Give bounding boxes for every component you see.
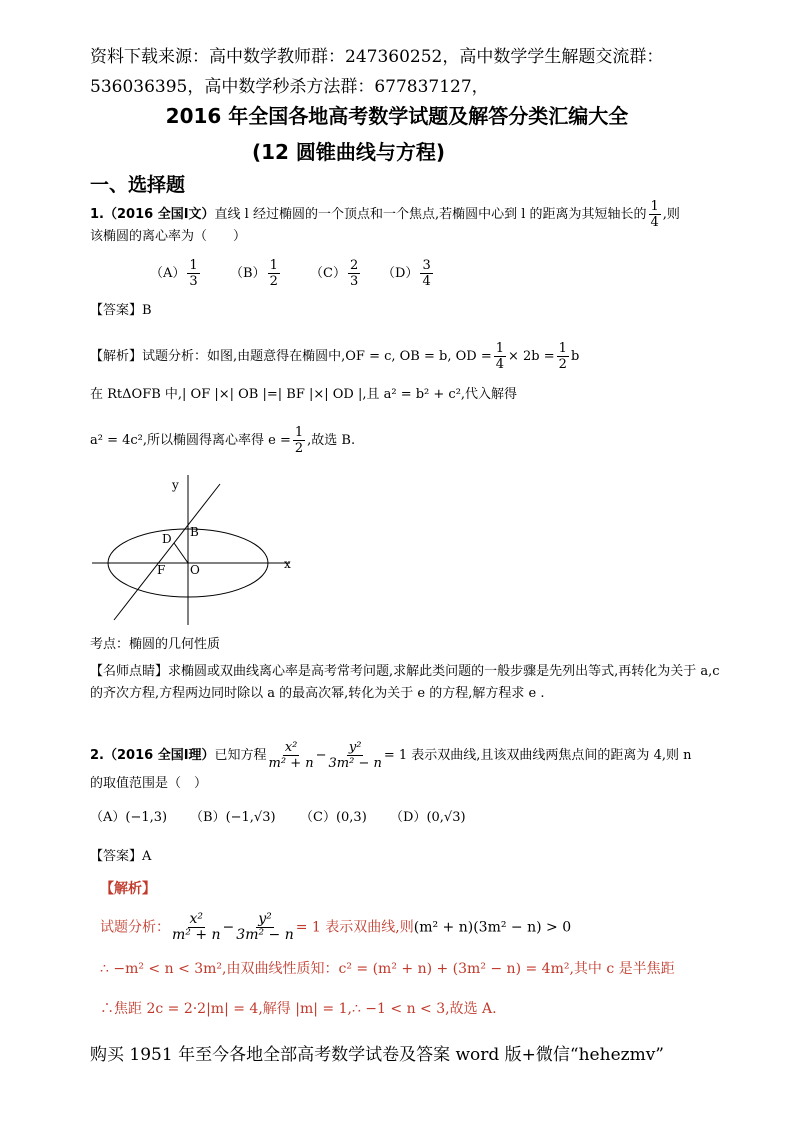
point-b-label: B: [190, 525, 199, 539]
frac-den: 2: [558, 357, 567, 372]
option-value: (0,√3): [426, 810, 466, 825]
point-o-label: O: [190, 563, 200, 577]
minus-sign: −: [222, 919, 235, 936]
option-fraction: [187, 258, 199, 289]
frac-num: 1: [495, 341, 504, 356]
analysis-text: 【解析】试题分析：如图,由题意得在椭圆中,: [90, 349, 346, 364]
option-value: (−1,√3): [225, 810, 276, 825]
q2-option-b: [190, 806, 276, 825]
q2-option-c: [300, 806, 367, 825]
frac-den: 3: [189, 274, 198, 289]
ellipse-figure: [90, 470, 320, 630]
option-label: （D）: [390, 810, 427, 825]
q2-option-d: [390, 806, 466, 825]
purchase-footer: 购买 1951 年至今各地全部高考数学试卷及答案 word 版+微信“hehezmv”: [90, 1045, 664, 1065]
segment-od: [174, 543, 188, 563]
q1-stem-tail: ,则: [662, 207, 680, 222]
fraction-one-half: [293, 425, 305, 456]
frac-num: 1: [269, 258, 278, 273]
q2-stem-text: 已知方程: [214, 748, 267, 763]
q1-stem-text: 直线 l 经过椭圆的一个顶点和一个焦点,若椭圆中心到 l 的距离为其短轴长的: [214, 207, 647, 222]
point-f-label: F: [157, 563, 166, 577]
option-label: （A）: [150, 266, 186, 281]
q2-answer: 【答案】A: [90, 849, 152, 864]
q1-analysis-line3: [90, 425, 355, 456]
point-d-label: D: [162, 532, 172, 546]
frac-num: x²: [189, 911, 204, 927]
fraction-y: [329, 740, 382, 771]
option-fraction: [268, 258, 280, 289]
option-label: （D）: [382, 266, 419, 281]
frac-num: 1: [294, 425, 304, 440]
q1-frac-num: 1: [650, 199, 659, 214]
fraction-x: [172, 912, 221, 943]
frac-den: 3m² − n: [328, 756, 382, 771]
q1-option-a: [150, 258, 202, 289]
option-fraction: [348, 258, 360, 289]
q1-analysis-line2: 在 RtΔOFB 中,| OF |×| OB |=| BF |×| OD |,且 a² = b² + c²,代入解得: [90, 387, 518, 402]
q2-option-a: [90, 806, 167, 825]
frac-den: 3: [349, 274, 359, 289]
frac-num: x²: [284, 740, 298, 755]
q2-stem: [90, 740, 691, 771]
analysis-math: b: [570, 349, 580, 364]
frac-den: 4: [495, 357, 504, 372]
q1-kaodian: 考点：椭圆的几何性质: [90, 637, 221, 652]
option-label: （B）: [190, 810, 226, 825]
x-axis-label: x: [284, 557, 291, 571]
frac-num: 3: [422, 258, 431, 273]
fraction-one-half: [557, 341, 569, 372]
option-label: （B）: [230, 266, 266, 281]
analysis-text: = 1 表示双曲线,则: [295, 919, 414, 936]
q2-analysis-line2: ∴ −m² < n < 3m²,由双曲线性质知：c² = (m² + n) + (3m² − n) = 4m²,其中 c 是半焦距: [100, 961, 675, 977]
frac-den: 2: [269, 274, 278, 289]
frac-num: y²: [348, 740, 362, 755]
q1-answer: 【答案】B: [90, 303, 152, 318]
frac-num: 1: [558, 341, 567, 356]
fraction-y: [236, 912, 293, 943]
q2-source: （2016 全国Ⅰ理）: [103, 748, 215, 763]
option-value: (0,3): [335, 810, 367, 825]
page-title: 2016 年全国各地高考数学试题及解答分类汇编大全: [165, 104, 629, 128]
analysis-math: OF = c, OB = b, OD =: [345, 349, 492, 364]
frac-den: 3m² − n: [236, 927, 294, 943]
analysis-math: a² = 4c²,所以椭圆得离心率得 e =: [90, 433, 291, 448]
analysis-math: × 2b =: [508, 349, 555, 364]
q1-analysis-line1: [90, 341, 579, 372]
option-label: （C）: [300, 810, 336, 825]
frac-den: m² + n: [172, 927, 221, 943]
fraction-x: [269, 740, 314, 771]
option-label: （A）: [90, 810, 126, 825]
line-l: [114, 484, 220, 620]
section-heading: 一、选择题: [90, 174, 186, 196]
frac-den: 4: [422, 274, 431, 289]
analysis-math: (m² + n)(3m² − n) > 0: [413, 919, 572, 936]
q1-option-c: [310, 258, 362, 289]
frac-den: m² + n: [268, 756, 314, 771]
q2-stem-tail: = 1 表示双曲线,且该双曲线两焦点间的距离为 4,则 n: [383, 748, 692, 763]
frac-num: 2: [349, 258, 359, 273]
q2-analysis-line3: ∴焦距 2c = 2·2|m| = 4,解得 |m| = 1,∴ −1 < n < 3,故选 A.: [100, 1001, 497, 1017]
frac-num: 1: [189, 258, 198, 273]
option-label: （C）: [310, 266, 346, 281]
analysis-text: ,故选 B.: [307, 433, 356, 448]
page-subtitle: (12 圆锥曲线与方程): [252, 140, 446, 164]
option-value: (−1,3): [125, 810, 168, 825]
y-axis-label: y: [172, 478, 179, 492]
q2-number: 2.: [90, 748, 104, 763]
frac-num: y²: [258, 911, 272, 927]
q1-option-d: [382, 258, 435, 289]
q1-stem-fraction: [649, 199, 661, 230]
q1-number: 1.: [90, 207, 104, 222]
minus-sign: −: [315, 748, 327, 763]
q2-analysis-line1: [100, 912, 571, 943]
q1-mingshi-note: 【名师点睛】求椭圆或双曲线离心率是高考常考问题,求解此类问题的一般步骤是先列出等式,再转化为关于 a,c 的齐次方程,方程两边同时除以 a 的最高次幂,转化为关于 e 的方程,解方程求 e .: [90, 664, 720, 701]
q2-stem-line2: 的取值范围是（ ）: [90, 776, 208, 791]
fraction-one-quarter: [494, 341, 506, 372]
q1-option-b: [230, 258, 282, 289]
q2-analysis-heading: 【解析】: [100, 881, 156, 897]
source-header: 资料下载来源：高中数学教师群：247360252，高中数学学生解题交流群：536036395，高中数学秒杀方法群：677837127，: [90, 47, 664, 97]
q1-stem-line2: 该椭圆的离心率为（ ）: [90, 229, 247, 244]
option-fraction: [420, 258, 432, 289]
analysis-text: 试题分析：: [100, 919, 170, 936]
q1-source: （2016 全国Ⅰ文）: [103, 207, 215, 222]
frac-den: 2: [294, 441, 304, 456]
q1-frac-den: 4: [650, 215, 659, 230]
